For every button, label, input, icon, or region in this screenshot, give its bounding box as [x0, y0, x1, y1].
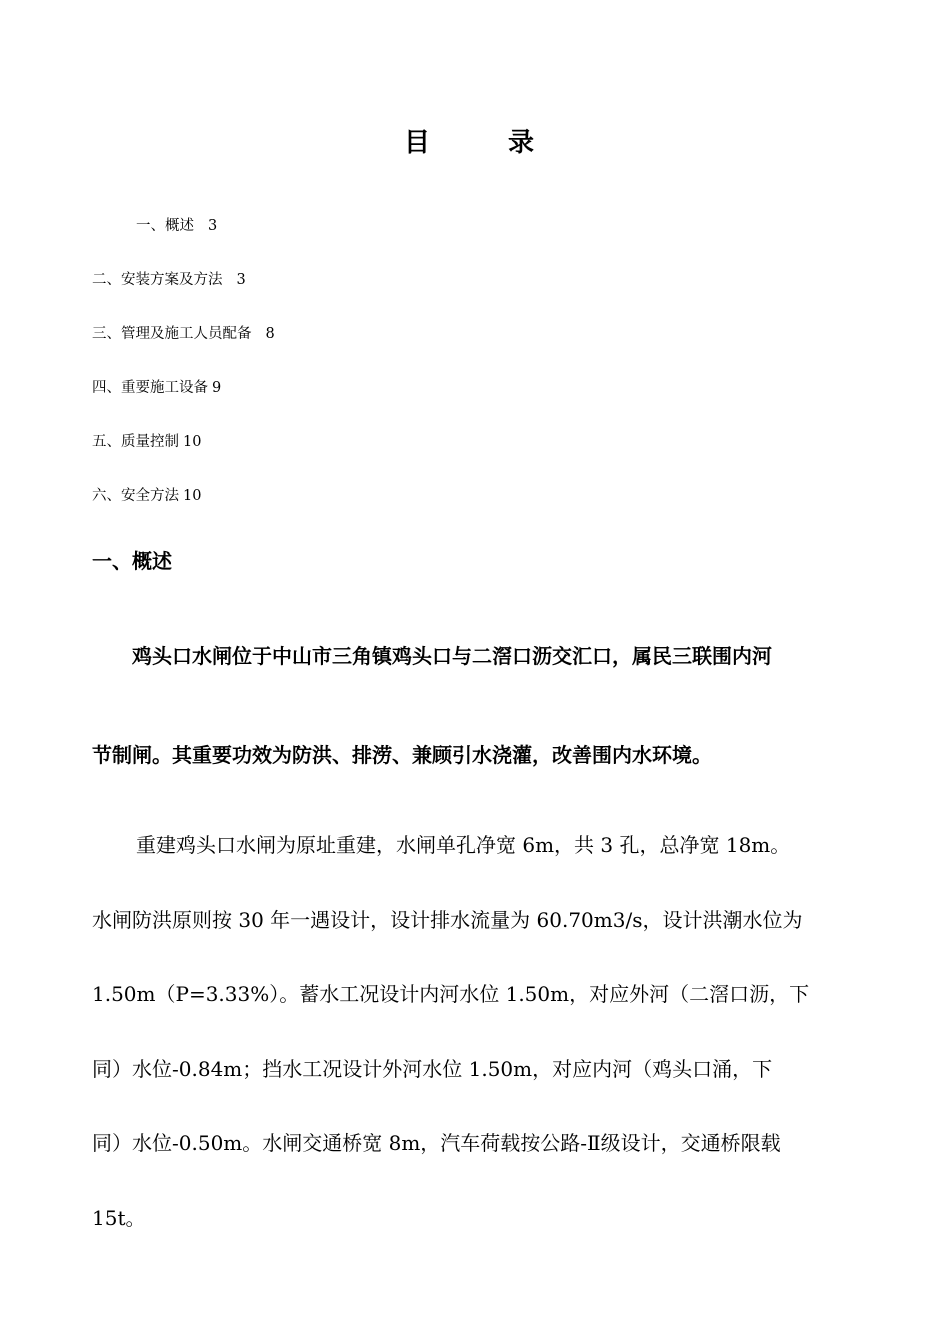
- toc-item-label: 一、概述: [136, 218, 194, 234]
- toc-item[interactable]: [92, 268, 246, 289]
- toc-item-page: 10: [183, 488, 202, 504]
- toc-item-label: 五、质量控制: [92, 434, 179, 450]
- toc-item[interactable]: [92, 376, 221, 397]
- toc-item-page: 3: [236, 272, 246, 288]
- toc-item[interactable]: [92, 484, 201, 505]
- toc-item[interactable]: [92, 322, 275, 343]
- paragraph-line: 同）水位-0.50m。水闸交通桥宽 8m，汽车荷载按公路-Ⅱ级设计，交通桥限载: [92, 1131, 781, 1155]
- paragraph-line: 1.50m（P=3.33%）。蓄水工况设计内河水位 1.50m，对应外河（二滘口沥，下: [92, 982, 810, 1006]
- paragraph-line: 鸡头口水闸位于中山市三角镇鸡头口与二滘口沥交汇口，属民三联围内河: [132, 644, 772, 668]
- toc-item-label: 二、安装方案及方法: [92, 272, 223, 288]
- toc-item[interactable]: [136, 214, 217, 235]
- paragraph-line: 同）水位-0.84m；挡水工况设计外河水位 1.50m，对应内河（鸡头口涌，下: [92, 1057, 773, 1081]
- paragraph-line: 水闸防洪原则按 30 年一遇设计，设计排水流量为 60.70m3/s，设计洪潮水位为: [92, 908, 803, 932]
- section-heading: 一、概述: [92, 549, 172, 573]
- toc-item[interactable]: [92, 430, 201, 451]
- toc-item-label: 三、管理及施工人员配备: [92, 326, 252, 342]
- toc-item-page: 3: [208, 218, 218, 234]
- paragraph-line: 15t。: [92, 1206, 146, 1230]
- toc-item-page: 8: [265, 326, 275, 342]
- toc-item-page: 9: [212, 380, 222, 396]
- toc-title: 目 录: [403, 128, 560, 158]
- toc-item-label: 四、重要施工设备: [92, 380, 208, 396]
- toc-item-label: 六、安全方法: [92, 488, 179, 504]
- paragraph-line: 节制闸。其重要功效为防洪、排涝、兼顾引水浇灌，改善围内水环境。: [92, 743, 712, 767]
- toc-item-page: 10: [183, 434, 202, 450]
- paragraph-line: 重建鸡头口水闸为原址重建，水闸单孔净宽 6m，共 3 孔，总净宽 18m。: [136, 833, 791, 857]
